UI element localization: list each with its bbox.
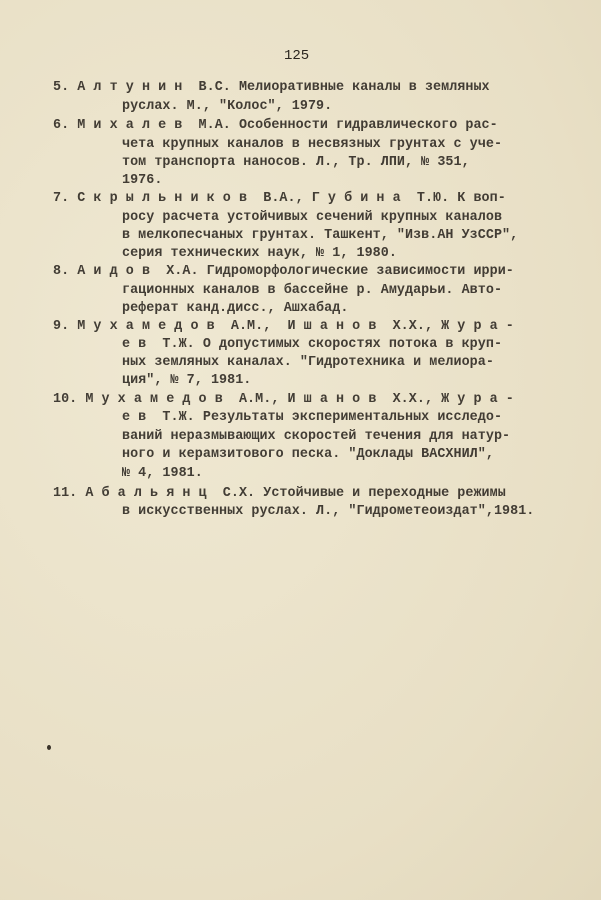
reference-line: реферат канд.дисс., Ашхабад. xyxy=(122,301,349,316)
reference-line: том транспорта наносов. Л., Тр. ЛПИ, № 351, xyxy=(122,155,470,170)
reference-line: 6. М и х а л е в М.А. Особенности гидравлического рас- xyxy=(53,118,498,133)
reference-line: № 4, 1981. xyxy=(122,466,203,481)
reference-line: в мелкопесчаных грунтах. Ташкент, "Изв.АН УзССР", xyxy=(122,228,519,243)
page-number: 125 xyxy=(284,48,310,64)
reference-line: чета крупных каналов в несвязных грунтах с уче- xyxy=(122,137,503,152)
reference-line: гационных каналов в бассейне р. Амударьи. Авто- xyxy=(122,283,503,298)
reference-line: ных земляных каналах. "Гидротехника и мелиора- xyxy=(122,355,494,370)
reference-line: 7. С к р ы л ь н и к о в В.А., Г у б и н а Т.Ю. К воп- xyxy=(53,191,506,206)
reference-line: 9. М у х а м е д о в А.М., И ш а н о в Х.Х., Ж у р а - xyxy=(53,319,514,334)
reference-line: 1976. xyxy=(122,173,163,188)
reference-line: руслах. М., "Колос", 1979. xyxy=(122,99,333,114)
reference-line: ного и керамзитового песка. "Доклады ВАСХНИЛ", xyxy=(122,447,494,462)
reference-line: е в Т.Ж. Результаты экспериментальных исследо- xyxy=(122,410,503,425)
reference-line: 8. А и д о в Х.А. Гидроморфологические зависимости ирри- xyxy=(53,264,514,279)
reference-line: 10. М у х а м е д о в А.М., И ш а н о в Х.Х., Ж у р а - xyxy=(53,392,514,407)
reference-line: ваний неразмывающих скоростей течения для натур- xyxy=(122,429,511,444)
reference-line: росу расчета устойчивых сечений крупных каналов xyxy=(122,210,503,225)
reference-line: 11. А б а л ь я н ц С.Х. Устойчивые и переходные режимы xyxy=(53,486,506,501)
ink-spot xyxy=(47,745,51,750)
reference-line: серия технических наук, № 1, 1980. xyxy=(122,246,397,261)
reference-line: е в Т.Ж. О допустимых скоростях потока в круп- xyxy=(122,337,503,352)
reference-line: в искусственных руслах. Л., "Гидрометеоиздат",1981. xyxy=(122,504,535,519)
reference-line: ция", № 7, 1981. xyxy=(122,373,252,388)
reference-line: 5. А л т у н и н В.С. Мелиоративные каналы в земляных xyxy=(53,80,490,95)
